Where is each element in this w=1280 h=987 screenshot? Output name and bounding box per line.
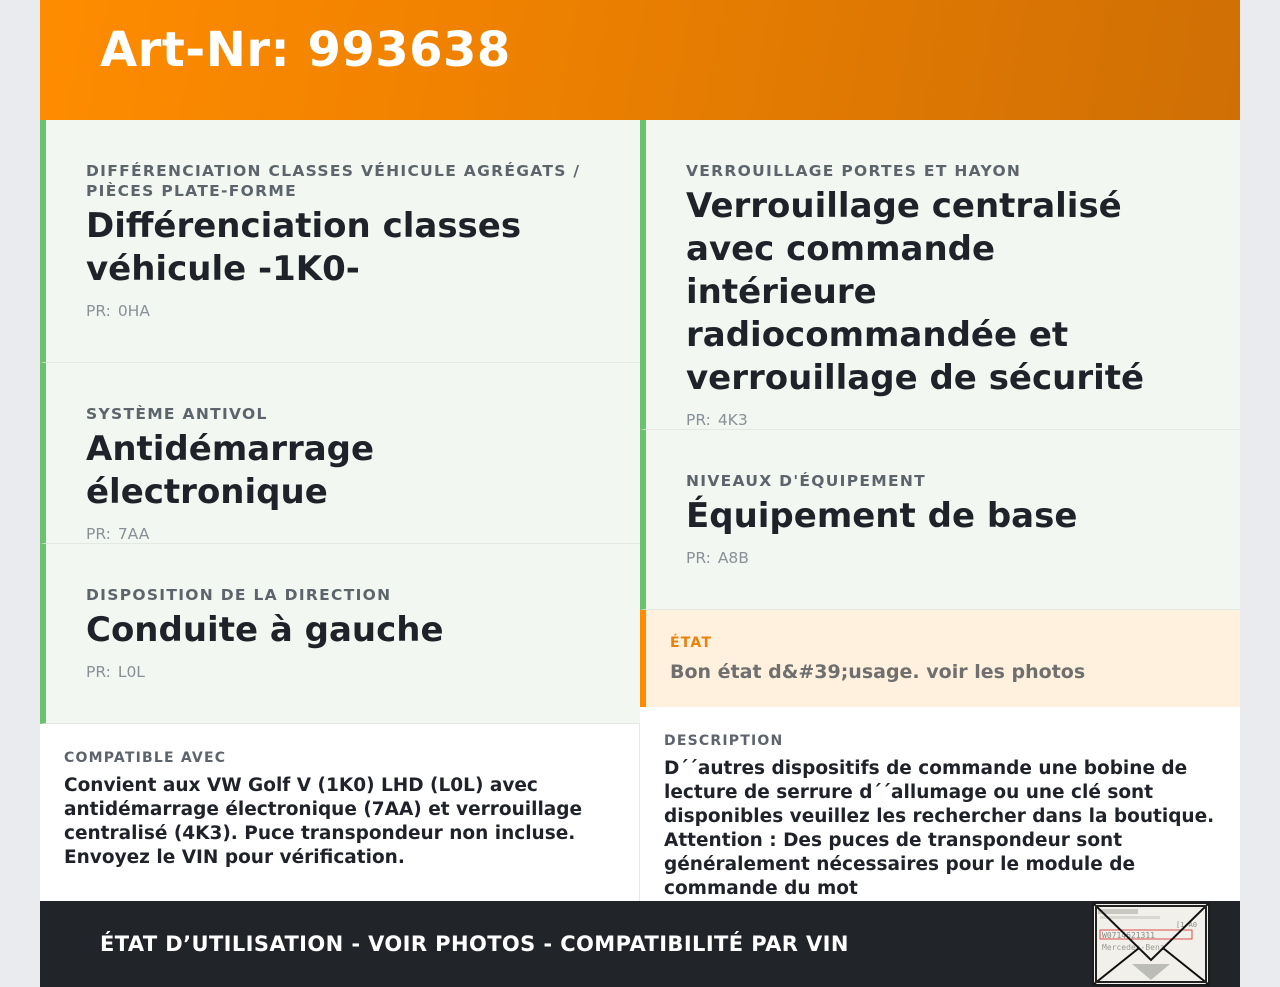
- thumbnail-corner: [1 A0: [1176, 921, 1198, 929]
- description-section: [640, 707, 1240, 901]
- header-bar: [40, 0, 1240, 120]
- pr-label: PR:: [86, 663, 111, 681]
- compatibility-label: COMPATIBLE AVEC: [64, 750, 227, 766]
- attribute-value: Antidémarrage électronique: [86, 429, 375, 512]
- attribute-card-equipment: [640, 430, 1240, 610]
- attribute-category: DISPOSITION DE LA DIRECTION: [86, 586, 392, 604]
- article-number-title: Art-Nr: 993638: [100, 22, 511, 78]
- attribute-card-locking: [640, 120, 1240, 430]
- pr-code-line: [86, 524, 640, 544]
- attribute-card-antitheft: [40, 363, 640, 544]
- footer-text: ÉTAT D’UTILISATION - VOIR PHOTOS - COMPATIBILITÉ PAR VIN: [100, 932, 849, 956]
- condition-text: Bon état d&#39;usage. voir les photos: [670, 661, 1086, 683]
- attribute-category: VERROUILLAGE PORTES ET HAYON: [686, 162, 1022, 180]
- pr-code: L0L: [117, 663, 145, 681]
- compatibility-section: [40, 724, 640, 901]
- attribute-value: Verrouillage centralisé avec commande intérieure radiocommandée et verrouillage de sécurité: [686, 186, 1145, 398]
- attribute-category: NIVEAUX D'ÉQUIPEMENT: [686, 472, 927, 490]
- pr-label: PR:: [686, 549, 711, 567]
- attribute-value: Différenciation classes véhicule -1K0-: [86, 206, 522, 289]
- pr-code: 4K3: [717, 411, 748, 429]
- pr-code: 7AA: [117, 525, 150, 543]
- attribute-card-steering: [40, 544, 640, 724]
- condition-box: [640, 610, 1240, 707]
- pr-code: 0HA: [117, 302, 150, 320]
- thumbnail-serial: W0714621311: [1102, 931, 1155, 940]
- attribute-category: SYSTÈME ANTIVOL: [86, 405, 268, 423]
- pr-code-line: [686, 410, 1240, 430]
- product-sheet: [40, 0, 1240, 987]
- pr-code-line: [86, 662, 640, 682]
- attribute-value: Équipement de base: [686, 496, 1078, 536]
- condition-label: ÉTAT: [670, 635, 713, 651]
- compatibility-text: Convient aux VW Golf V (1K0) LHD (L0L) avec antidémarrage électronique (7AA) et verrouillage centralisé (4K3). Puce transpondeur non incluse. Envoyez le VIN pour vérification.: [64, 775, 583, 868]
- description-text: D´´autres dispositifs de commande une bobine de lecture de serrure d´´allumage ou une clé sont disponibles veuillez les rechercher dans la boutique. Attention : Des puces de transpondeur sont généralement nécessaires pour le module de commande du mot: [664, 758, 1215, 899]
- attribute-category: DIFFÉRENCIATION CLASSES VÉHICULE AGRÉGATS / PIÈCES PLATE-FORME: [86, 162, 581, 200]
- attribute-card-vehicle-class: [40, 120, 640, 363]
- label-photo-image: [1094, 904, 1208, 984]
- pr-label: PR:: [686, 411, 711, 429]
- description-label: DESCRIPTION: [664, 733, 784, 749]
- pr-code-line: [686, 548, 1240, 568]
- pr-code-line: [86, 301, 640, 321]
- footer-bar: [40, 901, 1240, 987]
- thumbnail-brand: Mercedes-Benz: [1102, 943, 1165, 952]
- pr-code: A8B: [717, 549, 749, 567]
- attribute-value: Conduite à gauche: [86, 610, 444, 650]
- pr-label: PR:: [86, 525, 111, 543]
- part-photo-thumbnail[interactable]: [1092, 902, 1210, 986]
- pr-label: PR:: [86, 302, 111, 320]
